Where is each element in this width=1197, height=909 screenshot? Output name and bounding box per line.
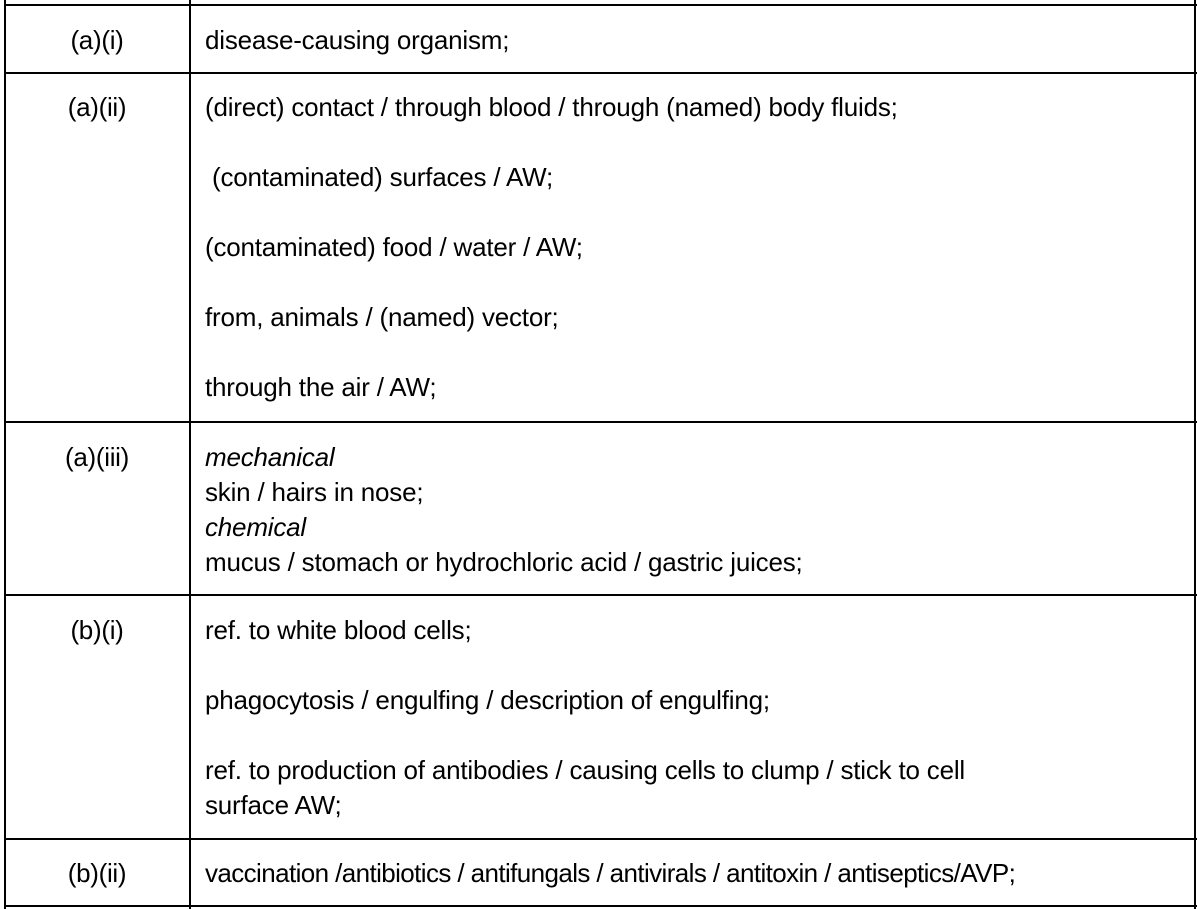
answer-line: vaccination /antibiotics / antifungals / antivirals / antitoxin / antiseptics/AVP;: [205, 858, 1016, 888]
answer-cell: [205, 440, 1190, 580]
answer-cell: [205, 23, 1190, 58]
question-number: (a)(iii): [64, 442, 130, 472]
row-divider: [4, 72, 1197, 74]
answer-line: from, animals / (named) vector;: [205, 302, 559, 332]
answer-line: phagocytosis / engulfing / description of engulfing;: [205, 685, 770, 715]
answer-line: (direct) contact / through blood / through (named) body fluids;: [205, 92, 898, 122]
answer-cell: [205, 856, 1190, 891]
row-divider: [4, 594, 1197, 596]
row-divider: [4, 838, 1197, 840]
table-right-border: [1194, 0, 1196, 909]
answer-line: through the air / AW;: [205, 372, 437, 402]
question-number: (b)(ii): [67, 858, 127, 888]
question-number: (b)(i): [70, 615, 124, 645]
answer-line: disease-causing organism;: [205, 25, 510, 55]
answer-heading-chemical: chemical: [205, 512, 306, 542]
row-divider: [4, 905, 1197, 907]
answer-line: surface AW;: [205, 790, 342, 820]
question-number: (a)(ii): [67, 92, 127, 122]
answer-line: skin / hairs in nose;: [205, 477, 424, 507]
answer-line: ref. to white blood cells;: [205, 615, 472, 645]
answer-heading-mechanical: mechanical: [205, 442, 335, 472]
answer-line: (contaminated) surfaces / AW;: [205, 162, 554, 192]
answer-line: mucus / stomach or hydrochloric acid / gastric juices;: [205, 547, 803, 577]
answer-line: (contaminated) food / water / AW;: [205, 232, 583, 262]
answer-line: ref. to production of antibodies / causing cells to clump / stick to cell: [205, 755, 966, 785]
row-divider: [4, 421, 1197, 423]
question-number: (a)(i): [70, 25, 124, 55]
row-divider: [4, 4, 1197, 6]
